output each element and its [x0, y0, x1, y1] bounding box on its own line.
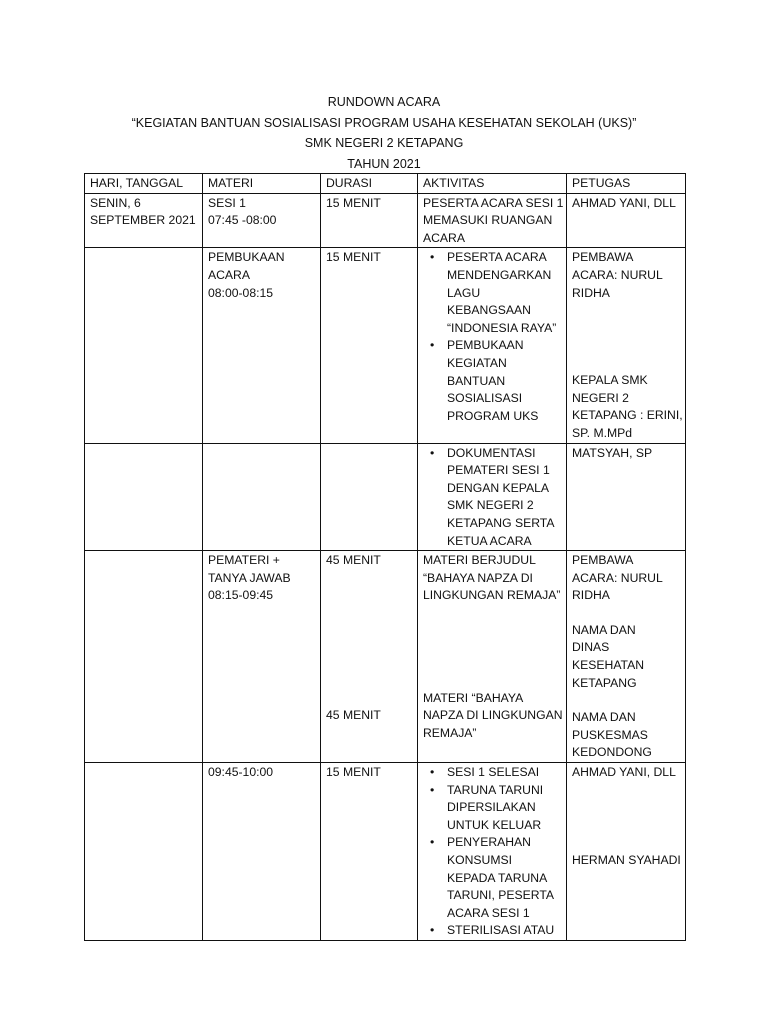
- table-cell: PEMBUKAAN ACARA 08:00-08:15: [203, 248, 321, 443]
- table-cell: 15 MENIT: [321, 248, 418, 443]
- heading-school: SMK NEGERI 2 KETAPANG: [304, 136, 464, 150]
- heading-title: RUNDOWN ACARA: [327, 95, 441, 109]
- list-item: • STERILISASI ATAU: [423, 922, 562, 940]
- column-header: HARI, TANGGAL: [85, 174, 203, 194]
- list-item: • TARUNA TARUNI DIPERSILAKAN UNTUK KELUAR: [423, 782, 562, 835]
- bullet-icon: •: [430, 250, 435, 265]
- column-header: MATERI: [203, 174, 321, 194]
- bullet-icon: •: [430, 445, 435, 460]
- table-cell: AHMAD YANI, DLL: [567, 193, 686, 248]
- table-cell: [85, 763, 203, 941]
- rundown-table: [84, 173, 686, 941]
- table-cell: 09:45-10:00: [203, 763, 321, 941]
- heading-year: TAHUN 2021: [347, 156, 421, 171]
- table-row: [85, 443, 686, 551]
- table-cell: [418, 763, 567, 941]
- list-item: • PESERTA ACARA MENDENGARKAN LAGU KEBANGSAAN “INDONESIA RAYA”: [423, 249, 562, 337]
- table-cell: AHMAD YANI, DLL HERMAN SYAHADI: [567, 763, 686, 941]
- table-cell: PESERTA ACARA SESI 1 MEMASUKI RUANGAN ACARA: [418, 193, 567, 248]
- table-cell: [203, 443, 321, 551]
- list-item: • SESI 1 SELESAI: [423, 764, 562, 782]
- table-cell: [85, 248, 203, 443]
- table-row: [85, 248, 686, 443]
- bullet-icon: •: [430, 923, 435, 938]
- list-item: • PENYERAHAN KONSUMSI KEPADA TARUNA TARUNI, PESERTA ACARA SESI 1: [423, 834, 562, 922]
- table-cell: 45 MENIT 45 MENIT: [321, 551, 418, 763]
- table-cell: [85, 443, 203, 551]
- bullet-icon: •: [430, 835, 435, 850]
- document-heading: [84, 92, 684, 174]
- column-header: PETUGAS: [567, 174, 686, 194]
- table-cell: MATERI BERJUDUL “BAHAYA NAPZA DI LINGKUNGAN REMAJA” MATERI “BAHAYA NAPZA DI LINGKUNGAN REMAJA”: [418, 551, 567, 763]
- column-header: AKTIVITAS: [418, 174, 567, 194]
- table-cell: PEMATERI + TANYA JAWAB 08:15-09:45: [203, 551, 321, 763]
- table-cell: PEMBAWA ACARA: NURUL RIDHA KEPALA SMK NEGERI 2 KETAPANG : ERINI, SP. M.MPd: [567, 248, 686, 443]
- table-row: [85, 193, 686, 248]
- bullet-icon: •: [430, 782, 435, 797]
- table-cell: [418, 443, 567, 551]
- table-cell: [321, 443, 418, 551]
- table-cell: PEMBAWA ACARA: NURUL RIDHA NAMA DAN DINAS KESEHATAN KETAPANG NAMA DAN PUSKESMAS KEDONDONG: [567, 551, 686, 763]
- table-cell: MATSYAH, SP: [567, 443, 686, 551]
- table-header-row: [85, 174, 686, 194]
- bullet-icon: •: [430, 338, 435, 353]
- table-cell: 15 MENIT: [321, 193, 418, 248]
- table-cell: [418, 248, 567, 443]
- heading-event-name: “KEGIATAN BANTUAN SOSIALISASI PROGRAM USAHA KESEHATAN SEKOLAH (UKS)”: [131, 115, 637, 130]
- table-cell: SESI 1 07:45 -08:00: [203, 193, 321, 248]
- table-row: [85, 763, 686, 941]
- table-row: [85, 551, 686, 763]
- list-item: • DOKUMENTASI PEMATERI SESI 1 DENGAN KEPALA SMK NEGERI 2 KETAPANG SERTA KETUA ACARA: [423, 445, 562, 551]
- table-cell: 15 MENIT: [321, 763, 418, 941]
- column-header: DURASI: [321, 174, 418, 194]
- list-item: • PEMBUKAAN KEGIATAN BANTUAN SOSIALISASI PROGRAM UKS: [423, 337, 562, 425]
- table-cell: [85, 551, 203, 763]
- bullet-icon: •: [430, 765, 435, 780]
- table-cell: SENIN, 6 SEPTEMBER 2021: [85, 193, 203, 248]
